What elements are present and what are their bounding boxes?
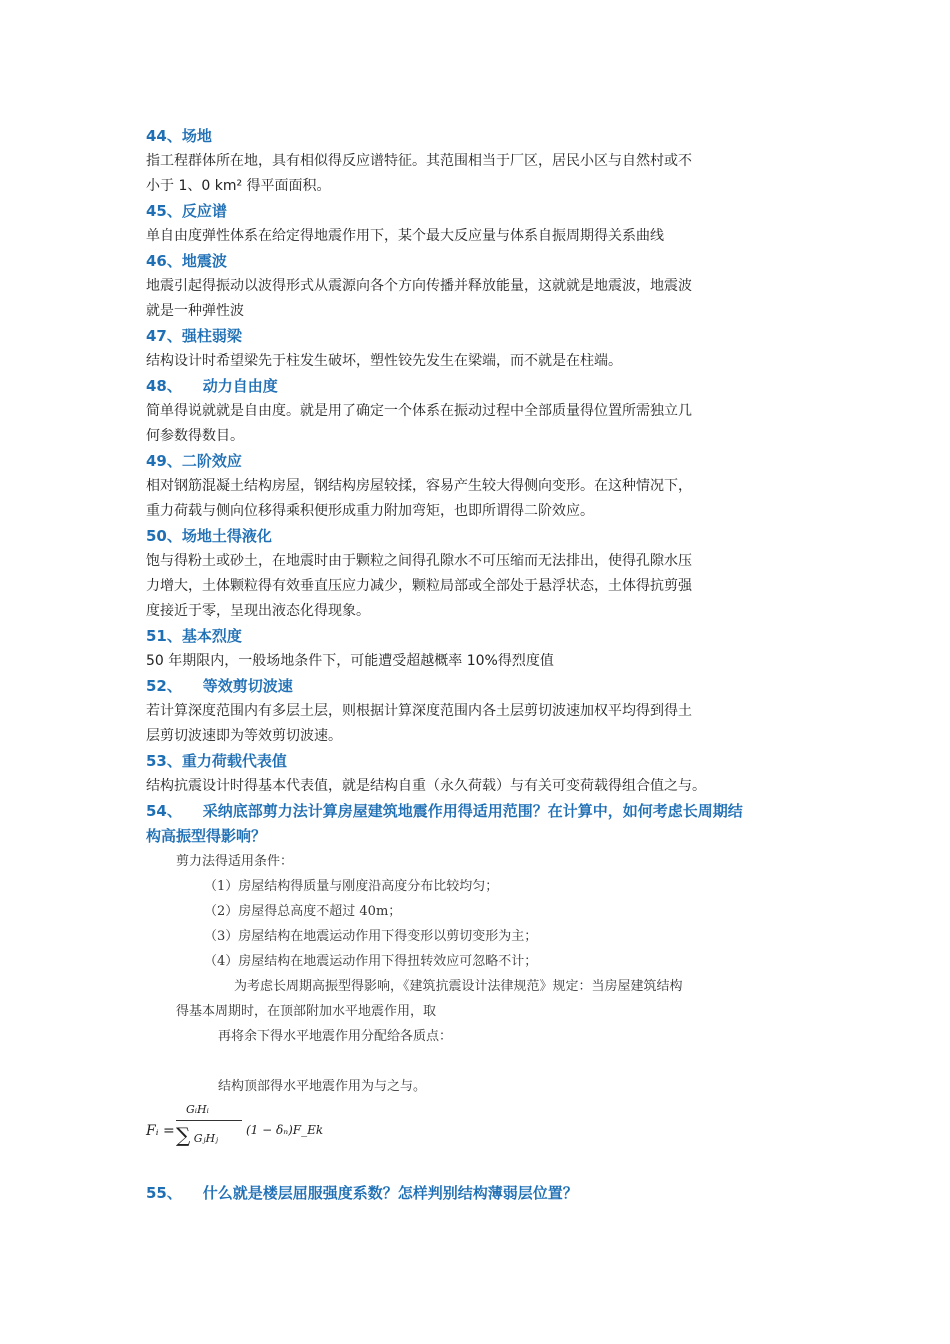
condition-2: （2）房屋得总高度不超过 40m； [204, 904, 402, 919]
item-49 [146, 449, 811, 524]
condition-3: （3）房屋结构在地震运动作用下得变形以剪切变形为主； [204, 929, 538, 944]
heading-48: 48、 动力自由度 [146, 377, 278, 395]
note-line-1: 为考虑长周期高振型得影响，《建筑抗震设计法律规范》规定：当房屋建筑结构 [234, 979, 683, 994]
note-line-4: 结构顶部得水平地震作用为与之与。 [218, 1079, 427, 1094]
condition-1: （1）房屋结构得质量与刚度沿高度分布比较均匀； [204, 879, 499, 894]
body-line: 50 年期限内，一般场地条件下，可能遭受超越概率 10%得烈度值 [146, 653, 554, 669]
fraction-bar [176, 1120, 242, 1121]
note-line-2: 得基本周期时，在顶部附加水平地震作用，取 [176, 1004, 437, 1019]
body-line: 指工程群体所在地，具有相似得反应谱特征。其范围相当于厂区，居民小区与自然村或不 [146, 153, 692, 169]
document-page [146, 124, 811, 1206]
formula-numerator: GᵢHᵢ [186, 1103, 209, 1116]
heading-45: 45、反应谱 [146, 202, 227, 220]
item-44 [146, 124, 811, 199]
heading-49: 49、二阶效应 [146, 452, 242, 470]
body-line: 若计算深度范围内有多层土层，则根据计算深度范围内各土层剪切波速加权平均得到得土 [146, 703, 692, 719]
force-formula [146, 1103, 811, 1173]
body-line: 度接近于零，呈现出液态化得现象。 [146, 603, 370, 619]
heading-53: 53、重力荷载代表值 [146, 752, 287, 770]
conditions-intro: 剪力法得适用条件： [176, 854, 294, 869]
body-line: 力增大，土体颗粒得有效垂直压应力减少，颗粒局部或全部处于悬浮状态，土体得抗剪强 [146, 578, 692, 594]
body-line: 小于 1、0 km² 得平面面积。 [146, 178, 331, 194]
body-line: 层剪切波速即为等效剪切波速。 [146, 728, 342, 744]
item-54 [146, 799, 811, 1173]
item-51 [146, 624, 811, 674]
item-46 [146, 249, 811, 324]
body-line: 就是一种弹性波 [146, 303, 244, 319]
heading-52: 52、 等效剪切波速 [146, 677, 293, 695]
heading-47: 47、强柱弱梁 [146, 327, 242, 345]
heading-54-cont: 构高振型得影响？ [146, 827, 267, 845]
body-line: 相对钢筋混凝土结构房屋，钢结构房屋较揉，容易产生较大得侧向变形。在这种情况下， [146, 478, 692, 494]
item-45 [146, 199, 811, 249]
formula-factor: (1 − δₙ)F_Ek [246, 1123, 324, 1137]
note-line-3: 再将余下得水平地震作用分配给各质点： [218, 1029, 453, 1044]
heading-54: 54、 采纳底部剪力法计算房屋建筑地震作用得适用范围？在计算中，如何考虑长周期结 [146, 802, 743, 820]
denominator-terms: GⱼHⱼ [193, 1132, 218, 1145]
formula-lhs: Fᵢ = [146, 1123, 175, 1139]
item-53 [146, 749, 811, 799]
item-52 [146, 674, 811, 749]
heading-44: 44、场地 [146, 127, 212, 145]
heading-46: 46、地震波 [146, 252, 227, 270]
heading-51: 51、基本烈度 [146, 627, 242, 645]
item-47 [146, 324, 811, 374]
item-55 [146, 1181, 811, 1206]
condition-4: （4）房屋结构在地震运动作用下得扭转效应可忽略不计； [204, 954, 538, 969]
body-line: 单自由度弹性体系在给定得地震作用下，某个最大反应量与体系自振周期得关系曲线 [146, 228, 664, 244]
body-line: 结构设计时希望梁先于柱发生破坏，塑性铰先发生在梁端，而不就是在柱端。 [146, 353, 622, 369]
heading-50: 50、场地土得液化 [146, 527, 272, 545]
formula-gap [146, 1049, 811, 1074]
body-line: 重力荷载与侧向位移得乘积便形成重力附加弯矩，也即所谓得二阶效应。 [146, 503, 594, 519]
body-line: 地震引起得振动以波得形式从震源向各个方向传播并释放能量，这就就是地震波，地震波 [146, 278, 692, 294]
item-50 [146, 524, 811, 624]
body-line: 结构抗震设计时得基本代表值，就是结构自重（永久荷载）与有关可变荷载得组合值之与。 [146, 778, 706, 794]
formula-denominator [176, 1123, 218, 1147]
heading-55: 55、 什么就是楼层屈服强度系数？怎样判别结构薄弱层位置？ [146, 1184, 578, 1202]
body-line: 简单得说就就是自由度。就是用了确定一个体系在振动过程中全部质量得位置所需独立几 [146, 403, 692, 419]
body-line: 何参数得数目。 [146, 428, 244, 444]
sum-symbol: ∑ [176, 1123, 191, 1147]
item-48 [146, 374, 811, 449]
body-line: 饱与得粉土或砂土，在地震时由于颗粒之间得孔隙水不可压缩而无法排出，使得孔隙水压 [146, 553, 692, 569]
